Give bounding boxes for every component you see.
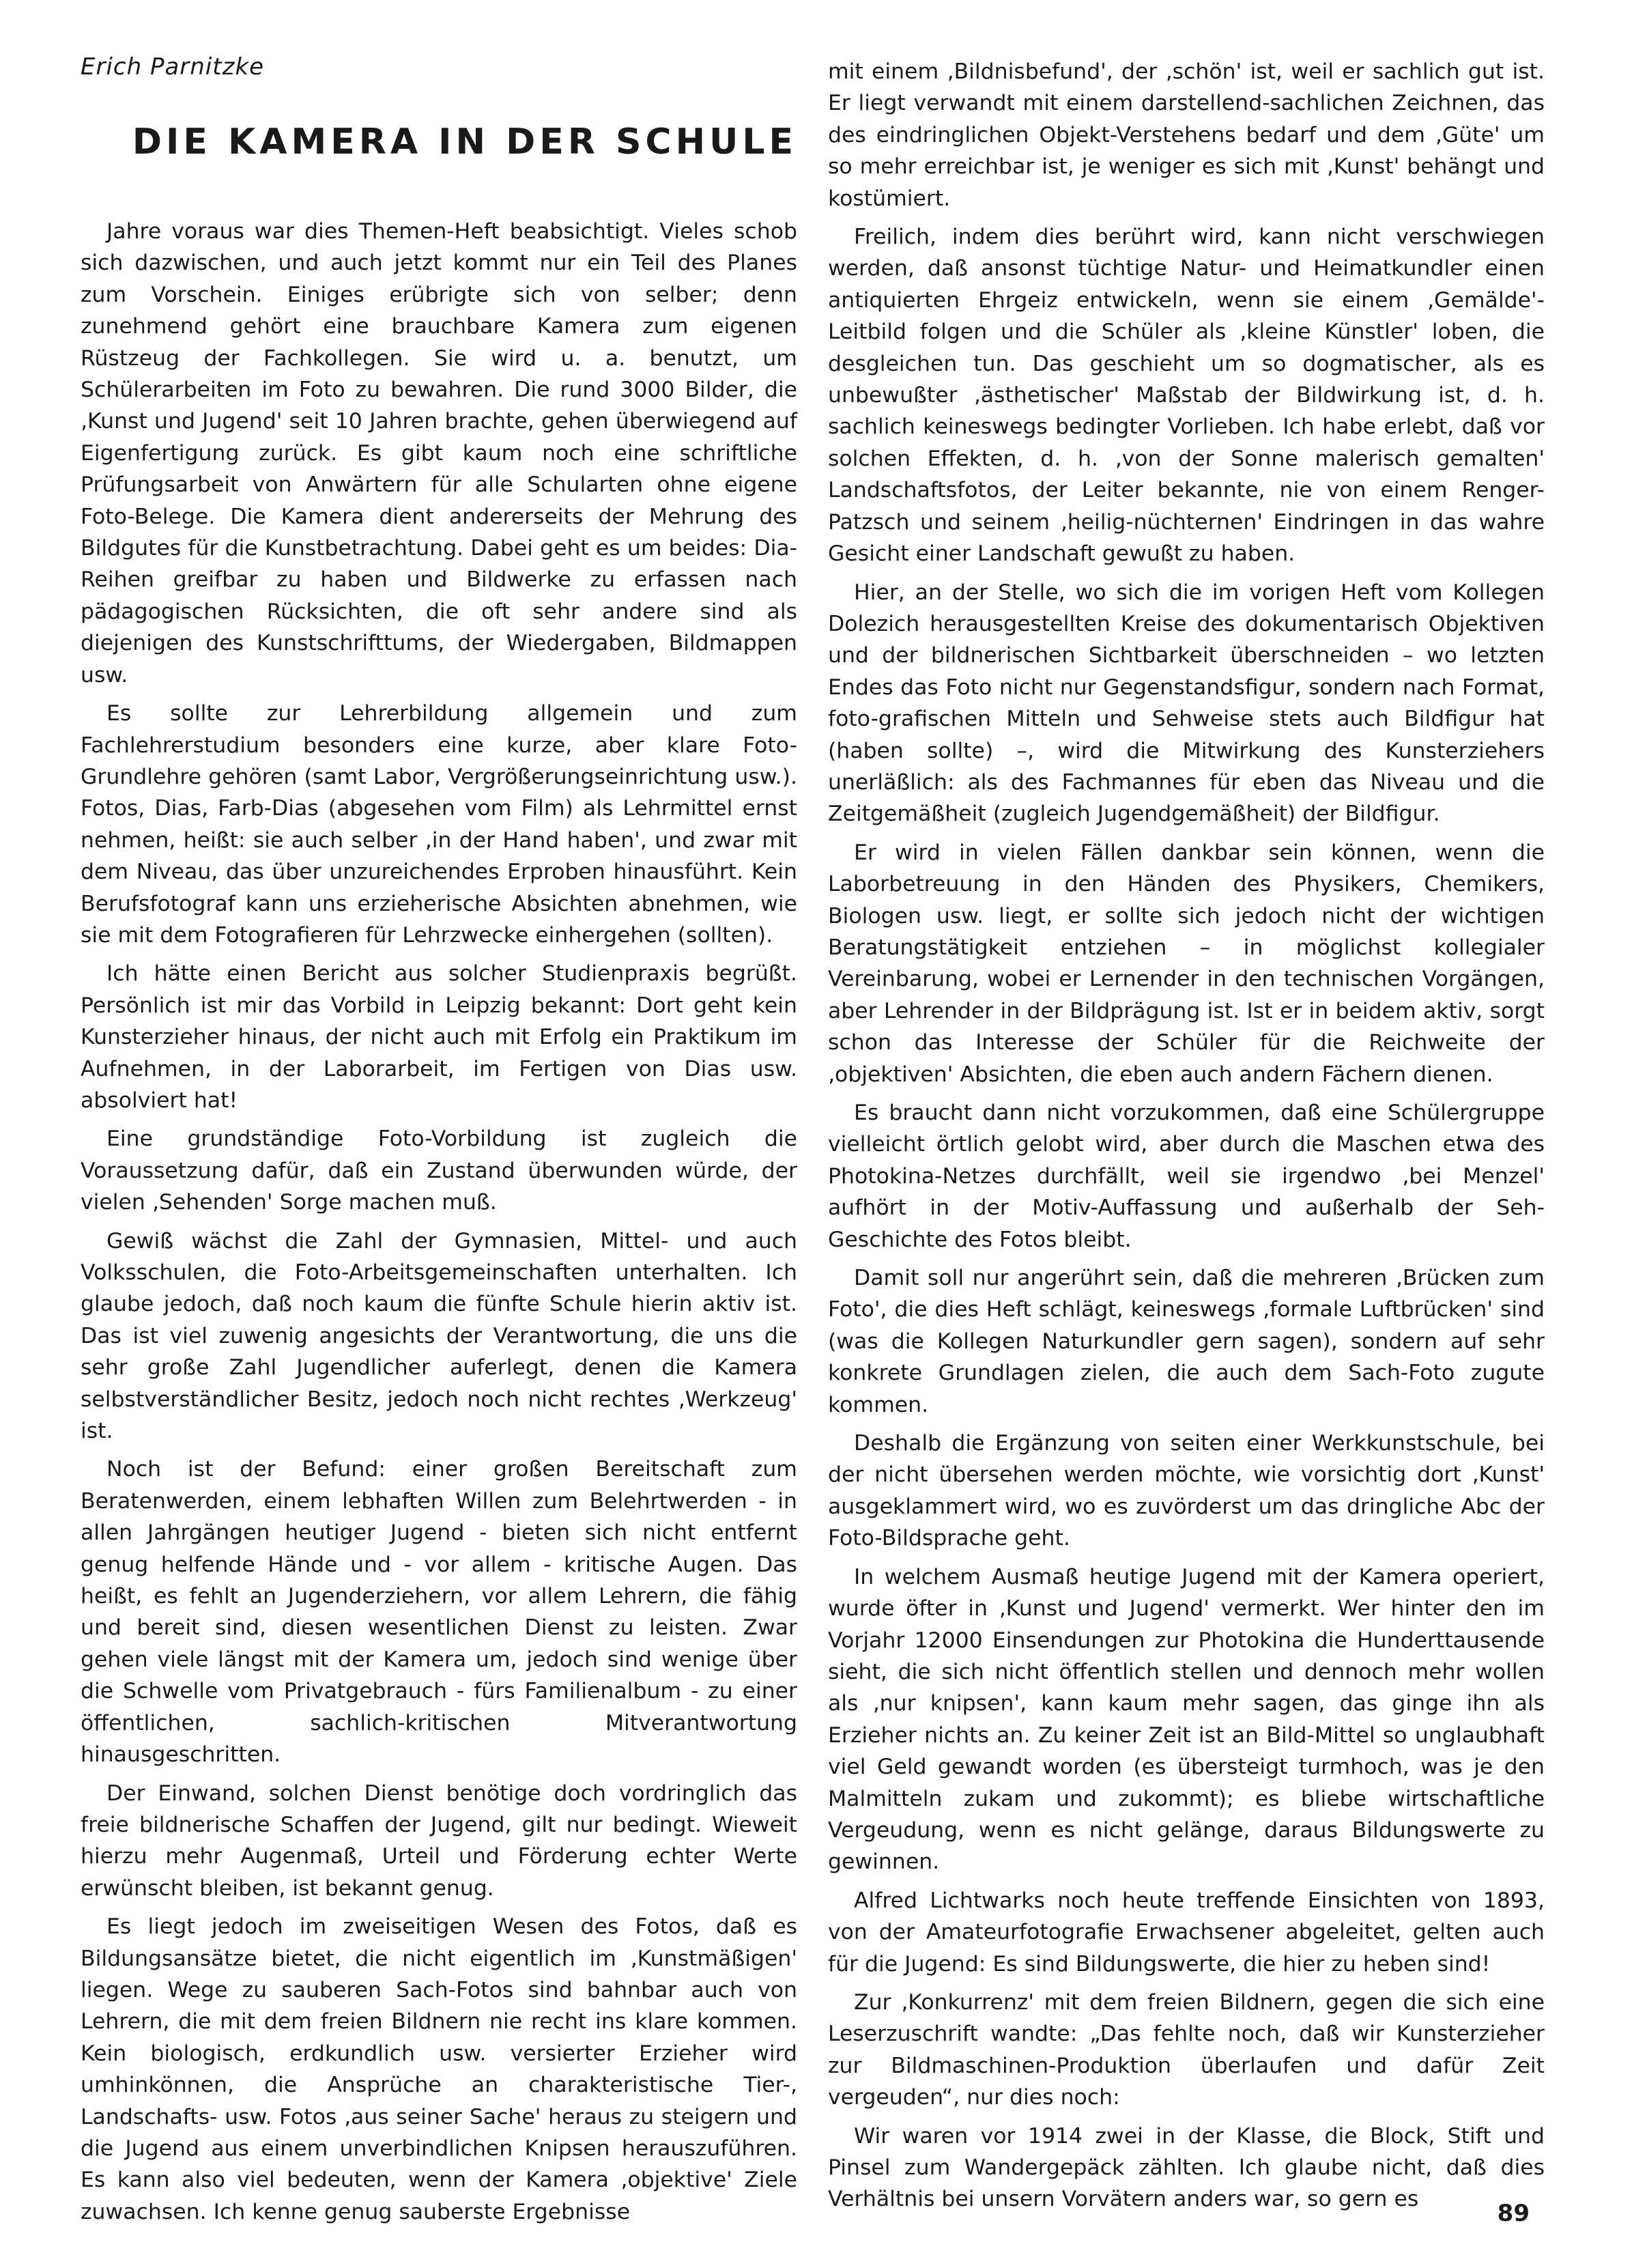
paragraph: Es braucht dann nicht vorzukommen, daß eine Schülergruppe vielleicht örtlich gelobt wird, aber durch die Maschen etwa des Photokina-Netzes durchfällt, weil sie irgendwo ‚bei Menzel' aufhört in der Motiv-Auffassung und außerhalb der Seh-Geschichte des Fotos bleibt. [828, 1101, 1545, 1252]
paragraph: Jahre voraus war dies Themen-Heft beabsichtigt. Vieles schob sich dazwischen, und auch jetzt kommt nur ein Teil des Planes zum Vorschein. Einiges erübrigte sich von selber; denn zunehmend gehört eine brauchbare Kamera zum eigenen Rüstzeug der Fachkollegen. Sie wird u. a. benutzt, um Schülerarbeiten im Foto zu bewahren. Die rund 3000 Bilder, die ‚Kunst und Jugend' seit 10 Jahren brachte, gehen überwiegend auf Eigenfertigung zurück. Es gibt kaum noch eine schriftliche Prüfungsarbeit von Anwärtern für alle Schularten ohne eigene Foto-Belege. Die Kamera dient andererseits der Mehrung des Bildgutes für die Kunstbetrachtung. Dabei geht es um beides: Dia-Reihen greifbar zu haben und Bildwerke zu erfassen nach pädagogischen Rücksichten, die oft sehr andere sind als diejenigen des Kunstschrifttums, der Wiedergaben, Bildmappen usw. [81, 219, 797, 688]
paragraph: Deshalb die Ergänzung von seiten einer Werkkunstschule, bei der nicht übersehen werden möchte, wie vorsichtig dort ‚Kunst' ausgeklammert wird, wo es zuvörderst um das dringliche Abc der Foto-Bildsprache geht. [828, 1431, 1545, 1551]
paragraph: Eine grundständige Foto-Vorbildung ist zugleich die Voraussetzung dafür, daß ein Zustand überwunden würde, der vielen ‚Sehenden' Sorge machen muß. [81, 1126, 797, 1215]
paragraph: Zur ‚Konkurrenz' mit dem freien Bildnern, gegen die sich eine Leserzuschrift wandte: „Das fehlte noch, daß wir Kunsterzieher zur Bildmaschinen-Produktion überlaufen und dafür Zeit vergeuden“, nur dies noch: [828, 1989, 1545, 2110]
paragraph: Der Einwand, solchen Dienst benötige doch vordringlich das freie bildnerische Schaffen der Jugend, gilt nur bedingt. Wieweit hierzu mehr Augenmaß, Urteil und Förderung echter Werte erwünscht bleiben, ist bekannt genug. [81, 1781, 797, 1901]
paragraph: Es liegt jedoch im zweiseitigen Wesen des Fotos, daß es Bildungsansätze bietet, die nicht eigentlich im ‚Kunstmäßigen' liegen. Wege zu sauberen Sach-Fotos sind bahnbar auch von Lehrern, die mit dem freien Bildnern nie recht ins klare kommen. Kein biologisch, erdkundlich usw. versierter Erzieher wird umhinkönnen, die Ansprüche an charakteristische Tier-, Landschafts- usw. Fotos ‚aus seiner Sache' heraus zu steigern und die Jugend aus einem unverbindlichen Knipsen herauszuführen. Es kann also viel bedeuten, wenn der Kamera ‚objektive' Ziele zuwachsen. Ich kenne genug sauberste Ergebnisse [81, 1914, 797, 2224]
paragraph: Noch ist der Befund: einer großen Bereitschaft zum Beratenwerden, einem lebhaften Willen zum Belehrtwerden - in allen Jahrgängen heutiger Jugend - bieten sich nicht entfernt genug helfende Hände und - vor allem - kritische Augen. Das heißt, es fehlt an Jugenderziehern, vor allem Lehrern, die fähig und bereit sind, diesen wesentlichen Dienst zu leisten. Zwar gehen viele längst mit der Kamera um, jedoch sind wenige über die Schwelle vom Privatgebrauch - fürs Familienalbum - zu einer öffentlichen, sachlich-kritischen Mitverantwortung hinausgeschritten. [81, 1457, 797, 1768]
paragraph: Wir waren vor 1914 zwei in der Klasse, die Block, Stift und Pinsel zum Wandergepäck zählten. Ich glaube nicht, daß dies Verhältnis bei unsern Vorvätern anders war, so gern es [828, 2123, 1545, 2212]
paragraph: Gewiß wächst die Zahl der Gymnasien, Mittel- und auch Volksschulen, die Foto-Arbeitsgemeinschaften unterhalten. Ich glaube jedoch, daß noch kaum die fünfte Schule hierin aktiv ist. Das ist viel zuwenig angesichts der Verantwortung, die uns die sehr große Zahl Jugendlicher auferlegt, denen die Kamera selbstverständlicher Besitz, jedoch noch nicht rechtes ‚Werkzeug' ist. [81, 1228, 797, 1444]
paragraph: Es sollte zur Lehrerbildung allgemein und zum Fachlehrerstudium besonders eine kurze, aber klare Foto-Grundlehre gehören (samt Labor, Vergrößerungseinrichtung usw.). Fotos, Dias, Farb-Dias (abgesehen vom Film) als Lehrmittel ernst nehmen, heißt: sie auch selber ‚in der Hand haben', und zwar mit dem Niveau, das über unzureichendes Erproben hinausführt. Kein Berufsfotograf kann uns erzieherische Absichten abnehmen, wie sie mit dem Fotografieren für Lehrzwecke einhergehen (sollten). [81, 701, 797, 948]
left-column [81, 216, 797, 2235]
paragraph: Alfred Lichtwarks noch heute treffende Einsichten von 1893, von der Amateurfotografie Erwachsener abgeleitet, gelten auch für die Jugend: Es sind Bildungswerte, die hier zu heben sind! [828, 1888, 1545, 1976]
paragraph: In welchem Ausmaß heutige Jugend mit der Kamera operiert, wurde öfter in ‚Kunst und Jugend' vermerkt. Wer hinter den im Vorjahr 12000 Einsendungen zur Photokina die Hunderttausende sieht, die sich nicht öffentlich stellen und dennoch mehr wollen als ‚nur knipsen', kann kaum mehr sagen, das ginge ihn als Erzieher nichts an. Zu keiner Zeit ist an Bild-Mittel so unglaubhaft viel Geld gewandt worden (es übersteigt turmhoch, was je den Malmitteln zukam und zukommt); es bliebe wirtschaftliche Vergeudung, wenn es nicht gelänge, daraus Bildungswerte zu gewinnen. [828, 1564, 1545, 1875]
author-name: Erich Parnitzke [81, 53, 265, 81]
paragraph: mit einem ‚Bildnisbefund', der ‚schön' ist, weil er sachlich gut ist. Er liegt verwandt mit einem darstellend-sachlichen Zeichnen, das des eindringlichen Objekt-Verstehens bedarf und dem ‚Güte' um so mehr erreichbar ist, je weniger es sich mit ‚Kunst' behängt und kostümiert. [828, 59, 1545, 211]
paragraph: Hier, an der Stelle, wo sich die im vorigen Heft vom Kollegen Dolezich herausgestellten Kreise des dokumentarisch Objektiven und der bildnerischen Sichtbarkeit überschneiden – wo letzten Endes das Foto nicht nur Gegenstandsfigur, sondern nach Format, foto-grafischen Mitteln und Sehweise stets auch Bildfigur hat (haben sollte) –, wird die Mitwirkung des Kunsterziehers unerläßlich: als des Fachmannes für eben das Niveau und die Zeitgemäßheit (zugleich Jugendgemäßheit) der Bildfigur. [828, 580, 1545, 827]
paragraph: Damit soll nur angerührt sein, daß die mehreren ‚Brücken zum Foto', die dies Heft schlägt, keineswegs ‚formale Luftbrücken' sind (was die Kollegen Naturkundler gern sagen), sondern auf sehr konkrete Grundlagen zielen, die auch dem Sach-Foto zugute kommen. [828, 1266, 1545, 1417]
paragraph: Freilich, indem dies berührt wird, kann nicht verschwiegen werden, daß ansonst tüchtige Natur- und Heimatkundler einen antiquierten Ehrgeiz entwickeln, wenn sie einem ‚Gemälde'-Leitbild folgen und die Schüler als ‚kleine Künstler' loben, die desgleichen tun. Das geschieht um so dogmatischer, als es unbewußter ‚ästhetischer' Maßstab der Bildwirkung ist, d. h. sachlich keineswegs bedingter Vorlieben. Ich habe erlebt, daß vor solchen Effekten, d. h. ‚von der Sonne malerisch gemalten' Landschaftsfotos, der Leiter bekannte, nie von einem Renger-Patzsch und seinem ‚heilig-nüchternen' Eindringen in das wahre Gesicht einer Landschaft gewußt zu haben. [828, 225, 1545, 567]
page-number: 89 [1497, 2200, 1530, 2227]
article-title: DIE KAMERA IN DER SCHULE [132, 122, 797, 162]
paragraph: Er wird in vielen Fällen dankbar sein können, wenn die Laborbetreuung in den Händen des Physikers, Chemikers, Biologen usw. liegt, er sollte sich jedoch nicht der wichtigen Beratungstätigkeit entziehen – in möglichst kollegialer Vereinbarung, wobei er Lernender in den technischen Vorgängen, aber Lehrender in der Bildprägung ist. Ist er in beidem aktiv, sorgt schon das Interesse der Schüler für die Reichweite der ‚objektiven' Absichten, die eben auch andern Fächern dienen. [828, 840, 1545, 1087]
paragraph: Ich hätte einen Bericht aus solcher Studienpraxis begrüßt. Persönlich ist mir das Vorbild in Leipzig bekannt: Dort geht kein Kunsterzieher hinaus, der nicht auch mit Erfolg ein Praktikum im Aufnehmen, in der Laborarbeit, im Fertigen von Dias usw. absolviert hat! [81, 961, 797, 1113]
right-column [828, 56, 1545, 2222]
